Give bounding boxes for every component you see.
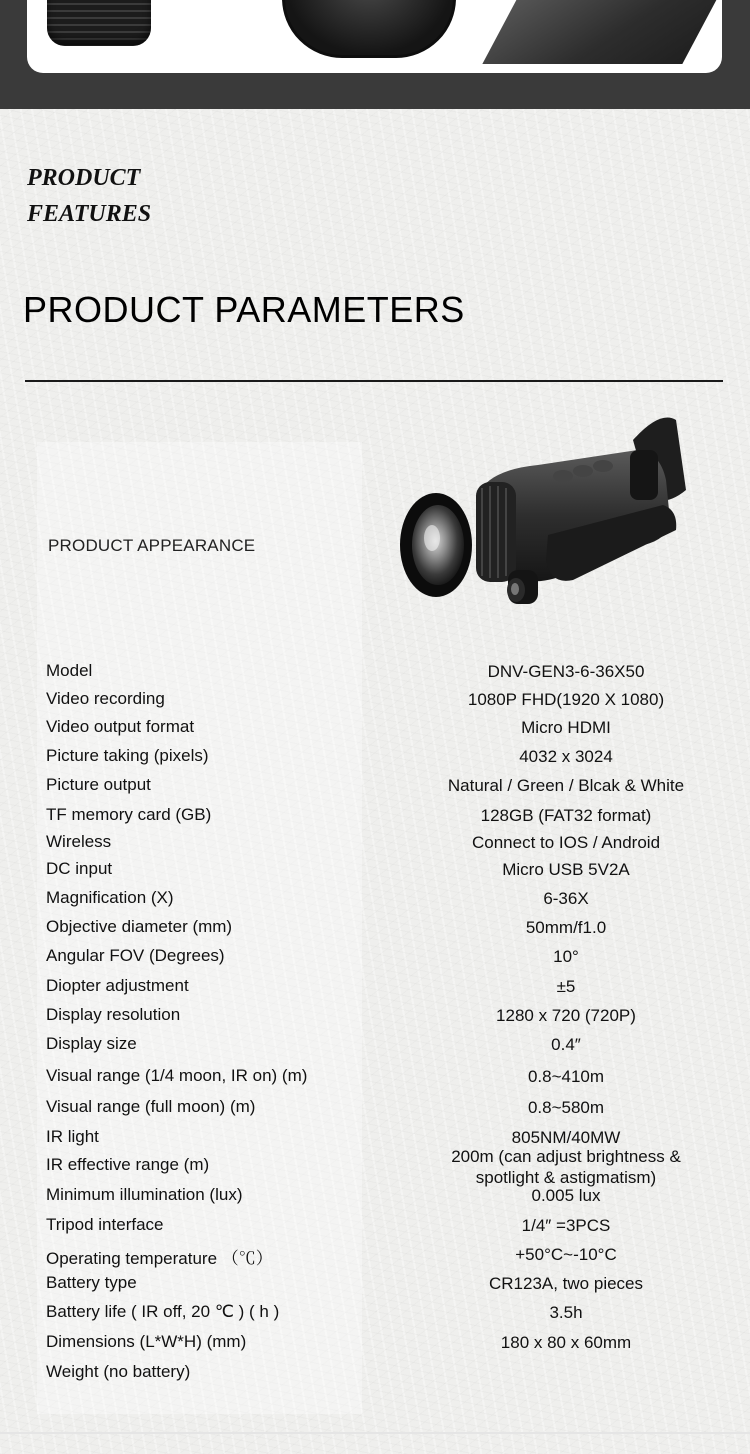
spec-label: IR effective range (m) [46, 1155, 210, 1174]
spec-value: 200m (can adjust brightness & spotlight & astigmatism) [451, 1147, 681, 1187]
spec-value: 0.8~410m [527, 1067, 605, 1086]
spec-label: IR light [46, 1127, 99, 1146]
spec-label: Weight (no battery) [46, 1362, 191, 1381]
accessories-card [27, 0, 722, 73]
spec-value: 3.5h [549, 1303, 583, 1322]
accessories-band [0, 0, 750, 109]
features-line-2: FEATURES [27, 201, 152, 227]
spec-value: CR123A, two pieces [488, 1274, 644, 1293]
spec-label: Objective diameter (mm) [46, 917, 233, 936]
spec-label: Display size [46, 1034, 137, 1053]
spec-value: 1/4″ =3PCS [521, 1216, 611, 1235]
spec-label: Visual range (1/4 moon, IR on) (m) [46, 1066, 308, 1085]
features-line-1: PRODUCT [27, 165, 141, 191]
spec-value: 128GB (FAT32 format) [480, 806, 652, 825]
spec-value: 4032 x 3024 [519, 747, 613, 766]
spec-value: 1080P FHD(1920 X 1080) [467, 690, 665, 709]
spec-value: Micro HDMI [521, 718, 611, 737]
product-appearance-label: PRODUCT APPEARANCE [48, 536, 256, 555]
spec-value: Natural / Green / Blcak & White [447, 776, 685, 795]
lens-accessory-icon [47, 0, 151, 46]
spec-label: Battery type [46, 1273, 137, 1292]
product-features-heading [27, 160, 151, 232]
spec-label: Display resolution [46, 1005, 181, 1024]
spec-value: 1280 x 720 (720P) [496, 1006, 636, 1025]
product-parameters-title: PRODUCT PARAMETERS [23, 289, 465, 330]
night-vision-monocular-icon [398, 410, 698, 620]
spec-label: Angular FOV (Degrees) [46, 946, 225, 965]
spec-label: Wireless [46, 832, 112, 851]
spec-label: Operating temperature （℃） [46, 1249, 273, 1268]
spec-label: Model [46, 661, 93, 680]
spec-label: Minimum illumination (lux) [46, 1185, 243, 1204]
spec-label: DC input [46, 859, 113, 878]
spec-label: Tripod interface [46, 1215, 164, 1234]
spec-value: 50mm/f1.0 [525, 918, 607, 937]
spec-value: 180 x 80 x 60mm [500, 1333, 632, 1352]
spec-label: Picture taking (pixels) [46, 746, 209, 765]
carry-case-icon [282, 0, 456, 58]
spec-label: Dimensions (L*W*H) (mm) [46, 1332, 247, 1351]
spec-label: Visual range (full moon) (m) [46, 1097, 256, 1116]
spec-label: Video output format [46, 717, 195, 736]
spec-label: Video recording [46, 689, 165, 708]
spec-value: +50°C~-10°C [515, 1245, 617, 1264]
spec-label: TF memory card (GB) [46, 805, 212, 824]
spec-value: DNV-GEN3-6-36X50 [487, 662, 645, 681]
spec-value: 0.8~580m [527, 1098, 605, 1117]
spec-value: 805NM/40MW [511, 1128, 621, 1147]
spec-label: Diopter adjustment [46, 976, 189, 995]
title-divider [25, 380, 723, 382]
spec-label: Picture output [46, 775, 151, 794]
gift-box-icon [482, 0, 722, 64]
spec-label: Battery life ( IR off, 20 ℃ ) ( h ) [46, 1302, 280, 1321]
spec-value: 10° [553, 947, 579, 966]
spec-value: Connect to IOS / Android [471, 833, 661, 852]
spec-value: Micro USB 5V2A [502, 860, 630, 879]
spec-value: 6-36X [543, 889, 589, 908]
spec-value: ±5 [556, 977, 576, 996]
spec-value: 0.4″ [551, 1035, 581, 1054]
footer-divider [0, 1432, 750, 1434]
spec-value: 0.005 lux [531, 1186, 601, 1205]
spec-label: Magnification (X) [46, 888, 174, 907]
